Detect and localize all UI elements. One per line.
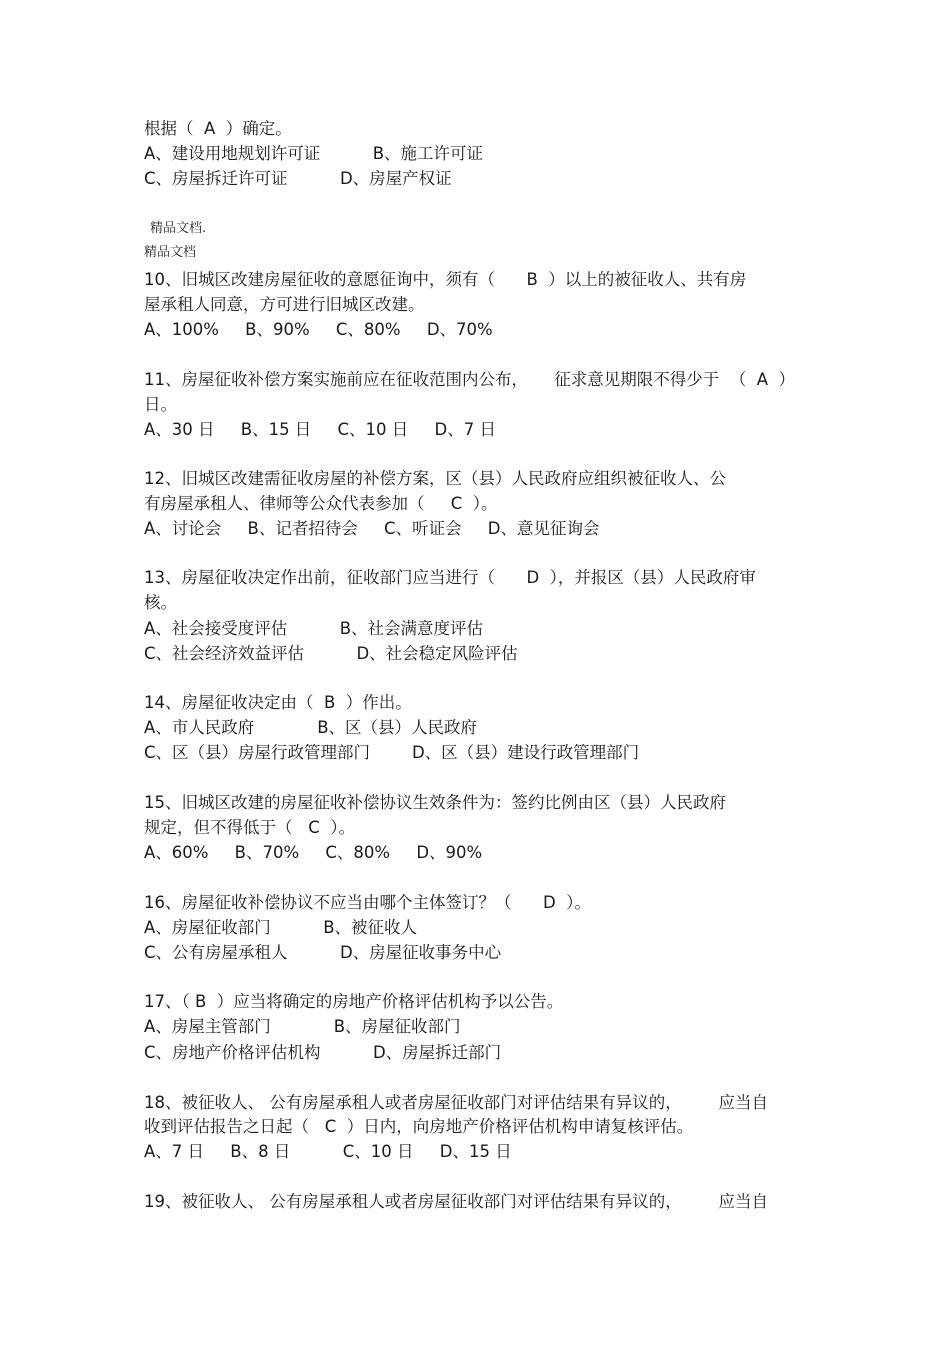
question-18-line-2: 收到评估报告之日起（ C ）日内，向房地产价格评估机构申请复核评估。 bbox=[144, 1117, 694, 1136]
question-12-options: A、讨论会 B、记者招待会 C、听证会 D、意见征询会 bbox=[144, 519, 600, 538]
question-11-options: A、30 日 B、15 日 C、10 日 D、7 日 bbox=[144, 420, 496, 439]
question-19-line-1: 19、被征收人、 公有房屋承租人或者房屋征收部门对评估结果有异议的， 应当自 bbox=[144, 1192, 768, 1211]
question-13-line-2: 核。 bbox=[144, 593, 177, 612]
question-13-options-ab: A、社会接受度评估 B、社会满意度评估 bbox=[144, 619, 484, 638]
question-12-line-2: 有房屋承租人、律师等公众代表参加（ C ）。 bbox=[144, 494, 498, 513]
question-11-line-2: 日。 bbox=[144, 395, 177, 414]
text-line: 根据（ A ）确定。 bbox=[144, 119, 292, 138]
watermark-text: 精品文档 bbox=[144, 245, 197, 260]
question-16-line-1: 16、房屋征收补偿协议不应当由哪个主体签订？（ D ）。 bbox=[144, 893, 591, 912]
question-16-options-ab: A、房屋征收部门 B、被征收人 bbox=[144, 918, 418, 937]
question-17-options-cd: C、房地产价格评估机构 D、房屋拆迁部门 bbox=[144, 1043, 502, 1062]
question-11-line-1: 11、房屋征收补偿方案实施前应在征收范围内公布， 征求意见期限不得少于 （ A ） bbox=[144, 370, 795, 389]
question-10-line-2: 屋承租人同意，方可进行旧城区改建。 bbox=[144, 295, 425, 314]
question-13-options-cd: C、社会经济效益评估 D、社会稳定风险评估 bbox=[144, 644, 518, 663]
question-18-line-1: 18、被征收人、 公有房屋承租人或者房屋征收部门对评估结果有异议的， 应当自 bbox=[144, 1093, 768, 1112]
question-13-line-1: 13、房屋征收决定作出前，征收部门应当进行（ D ），并报区（县）人民政府审 bbox=[144, 568, 756, 587]
question-17-line-1: 17、（ B ）应当将确定的房地产价格评估机构予以公告。 bbox=[144, 992, 564, 1011]
text-line: C、房屋拆迁许可证 D、房屋产权证 bbox=[144, 169, 452, 188]
question-16-options-cd: C、公有房屋承租人 D、房屋征收事务中心 bbox=[144, 943, 502, 962]
question-15-line-1: 15、旧城区改建的房屋征收补偿协议生效条件为：签约比例由区（县）人民政府 bbox=[144, 793, 726, 812]
watermark-text: 精品文档. bbox=[150, 221, 207, 236]
question-10-options: A、100% B、90% C、80% D、70% bbox=[144, 320, 493, 339]
question-10-line-1: 10、旧城区改建房屋征收的意愿征询中，须有（ B ）以上的被征收人、共有房 bbox=[144, 270, 747, 289]
question-15-options: A、60% B、70% C、80% D、90% bbox=[144, 843, 483, 862]
question-18-options: A、7 日 B、8 日 C、10 日 D、15 日 bbox=[144, 1142, 512, 1161]
question-14-line-1: 14、房屋征收决定由（ B ）作出。 bbox=[144, 693, 412, 712]
question-14-options-ab: A、市人民政府 B、区（县）人民政府 bbox=[144, 718, 478, 737]
question-15-line-2: 规定，但不得低于（ C ）。 bbox=[144, 818, 355, 837]
question-17-options-ab: A、房屋主管部门 B、房屋征收部门 bbox=[144, 1017, 461, 1036]
question-12-line-1: 12、旧城区改建需征收房屋的补偿方案，区（县）人民政府应组织被征收人、公 bbox=[144, 469, 726, 488]
text-line: A、建设用地规划许可证 B、施工许可证 bbox=[144, 144, 484, 163]
question-14-options-cd: C、区（县）房屋行政管理部门 D、区（县）建设行政管理部门 bbox=[144, 743, 640, 762]
